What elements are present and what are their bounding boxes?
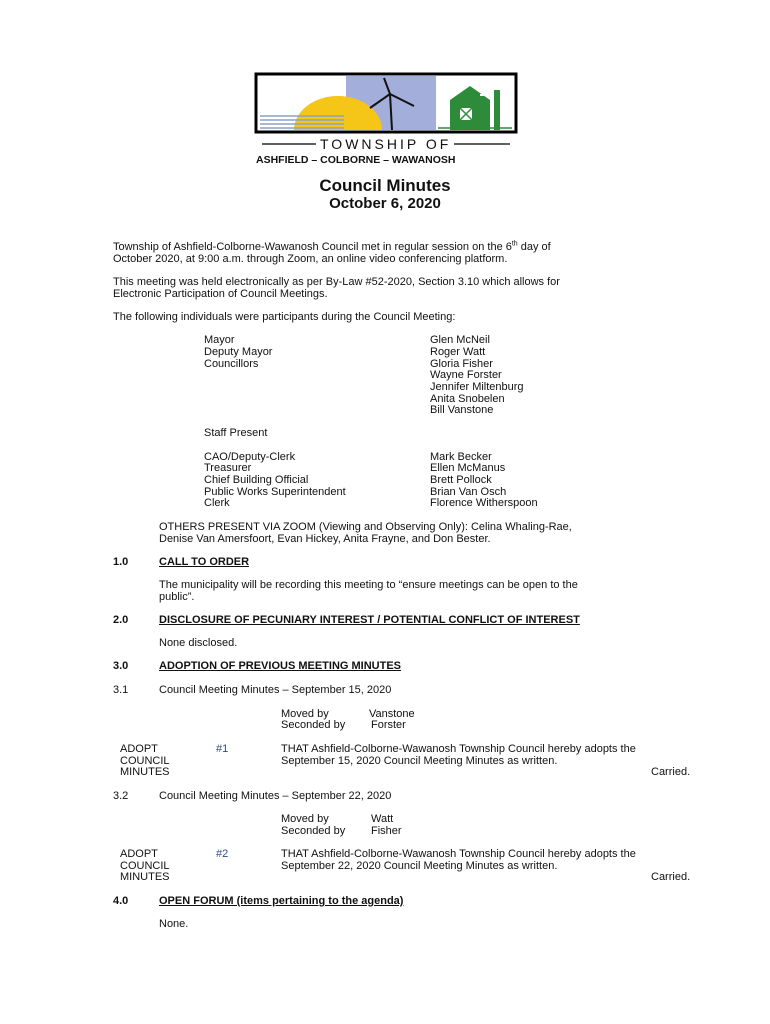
staff-heading: Staff Present	[204, 427, 268, 439]
section-heading-disclosure: DISCLOSURE OF PECUNIARY INTEREST / POTENTIAL CONFLICT OF INTEREST	[159, 614, 580, 626]
subsection-number: 3.1	[113, 684, 129, 696]
moved-by-name: Watt	[371, 813, 394, 825]
council-name: Gloria Fisher	[430, 358, 493, 370]
staff-name: Ellen McManus	[430, 462, 506, 474]
motion-text: THAT Ashfield-Colborne-Wawanosh Township Council hereby adopts the	[281, 848, 636, 860]
motion-result: Carried.	[651, 766, 691, 778]
staff-name: Brett Pollock	[430, 474, 492, 486]
logo-line-1: TOWNSHIP OF	[320, 136, 452, 152]
staff-name: Mark Becker	[430, 451, 492, 463]
staff-role: Chief Building Official	[204, 474, 309, 486]
motion-number: #1	[216, 743, 229, 755]
section-heading-adoption: ADOPTION OF PREVIOUS MEETING MINUTES	[159, 660, 402, 672]
motion-text-line-2: September 22, 2020 Council Meeting Minutes as written.	[281, 860, 558, 872]
section-text-line-2: public”.	[159, 591, 195, 603]
seconded-by-name: Fisher	[371, 825, 402, 837]
staff-role: Clerk	[204, 497, 230, 509]
motion-text-line-2: September 15, 2020 Council Meeting Minutes as written.	[281, 755, 558, 767]
intro-paragraph-2-line-2: Electronic Participation of Council Meetings.	[113, 288, 328, 300]
section-number: 2.0	[113, 614, 129, 626]
motion-number: #2	[216, 848, 229, 860]
seconded-by-label: Seconded by	[281, 719, 346, 731]
motion-side-label: ADOPT	[120, 848, 158, 860]
section-text: None disclosed.	[159, 637, 238, 649]
council-role: Councillors	[204, 358, 259, 370]
page-title: Council Minutes	[319, 176, 451, 195]
staff-role: CAO/Deputy-Clerk	[204, 451, 296, 463]
council-role: Deputy Mayor	[204, 346, 273, 358]
section-heading-call-to-order: CALL TO ORDER	[159, 556, 250, 568]
intro-paragraph-2: This meeting was held electronically as per By-Law #52-2020, Section 3.10 which allows for	[113, 276, 560, 288]
staff-name: Brian Van Osch	[430, 486, 507, 498]
council-name: Wayne Forster	[430, 369, 502, 381]
intro-paragraph-1-line-2: October 2020, at 9:00 a.m. through Zoom, an online video conferencing platform.	[113, 253, 508, 265]
section-text: The municipality will be recording this meeting to “ensure meetings can be open to the	[159, 579, 578, 591]
council-name: Roger Watt	[430, 346, 486, 358]
section-text: None.	[159, 918, 189, 930]
subsection-number: 3.2	[113, 790, 129, 802]
intro-paragraph-3: The following individuals were participants during the Council Meeting:	[113, 311, 456, 323]
staff-role: Treasurer	[204, 462, 252, 474]
township-logo	[254, 72, 518, 168]
motion-side-label: COUNCIL	[120, 755, 170, 767]
subsection-title: Council Meeting Minutes – September 15, 2020	[159, 684, 392, 696]
motion-side-label: MINUTES	[120, 871, 170, 883]
intro-paragraph-1: Township of Ashfield-Colborne-Wawanosh Council met in regular session on the 6th day of	[113, 240, 551, 253]
council-name: Bill Vanstone	[430, 404, 494, 416]
motion-side-label: COUNCIL	[120, 860, 170, 872]
motion-text: THAT Ashfield-Colborne-Wawanosh Township Council hereby adopts the	[281, 743, 636, 755]
section-number: 3.0	[113, 660, 129, 672]
council-name: Anita Snobelen	[430, 393, 505, 405]
seconded-by-name: Forster	[371, 719, 406, 731]
staff-role: Public Works Superintendent	[204, 486, 346, 498]
motion-side-label: ADOPT	[120, 743, 158, 755]
motion-side-label: MINUTES	[120, 766, 170, 778]
council-name: Glen McNeil	[430, 334, 490, 346]
subsection-title: Council Meeting Minutes – September 22, 2020	[159, 790, 392, 802]
logo-line-2: ASHFIELD – COLBORNE – WAWANOSH	[256, 154, 456, 166]
section-number: 1.0	[113, 556, 129, 568]
section-heading-open-forum: OPEN FORUM (items pertaining to the agenda)	[159, 895, 404, 907]
others-present-line-2: Denise Van Amersfoort, Evan Hickey, Anita Frayne, and Don Bester.	[159, 533, 491, 545]
moved-by-label: Moved by	[281, 813, 329, 825]
section-number: 4.0	[113, 895, 129, 907]
meeting-date: October 6, 2020	[329, 195, 441, 212]
moved-by-name: Vanstone	[369, 708, 415, 720]
motion-result: Carried.	[651, 871, 691, 883]
moved-by-label: Moved by	[281, 708, 329, 720]
seconded-by-label: Seconded by	[281, 825, 346, 837]
council-name: Jennifer Miltenburg	[430, 381, 524, 393]
staff-name: Florence Witherspoon	[430, 497, 538, 509]
others-present: OTHERS PRESENT VIA ZOOM (Viewing and Observing Only): Celina Whaling-Rae,	[159, 521, 572, 533]
council-role: Mayor	[204, 334, 235, 346]
